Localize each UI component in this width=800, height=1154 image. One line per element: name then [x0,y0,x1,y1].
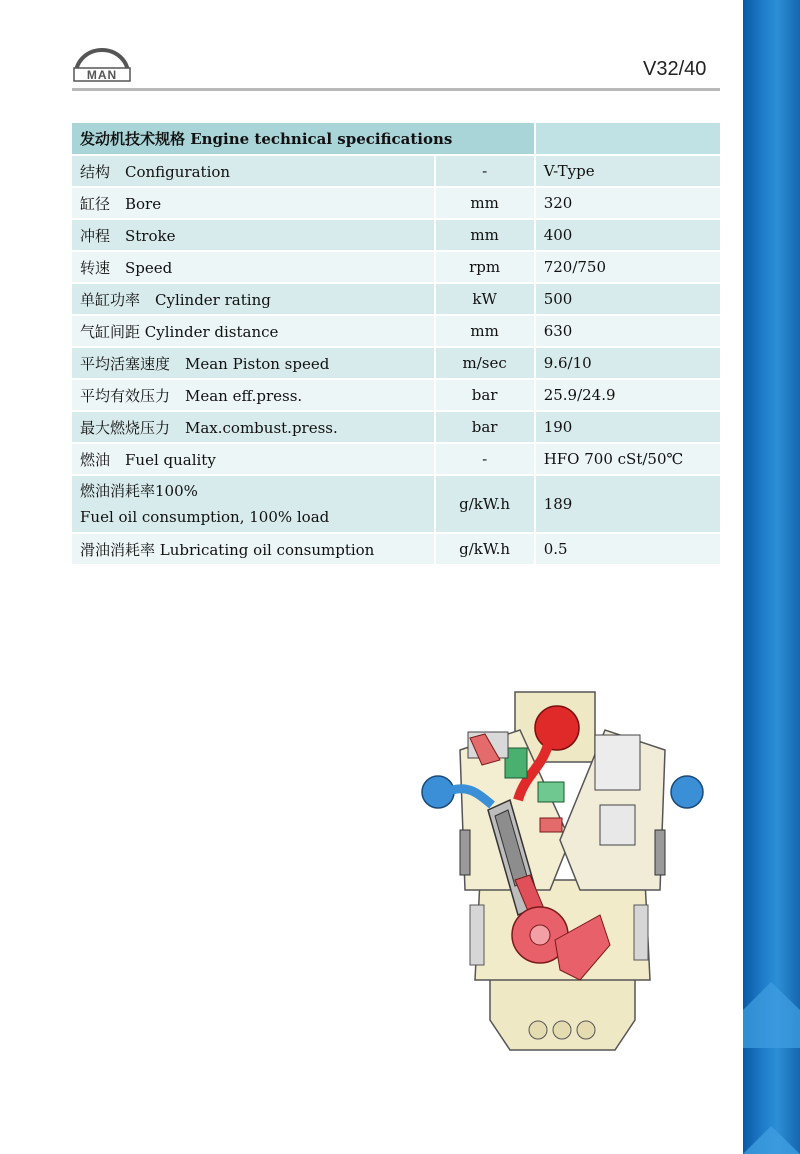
row-unit: bar [436,380,536,412]
row-unit: - [436,156,536,188]
sidebar-chevron-upper [743,978,800,1048]
table-row [72,156,722,188]
row-param: 平均活塞速度 Mean Piston speed [72,348,436,380]
row-param: 燃油 Fuel quality [72,444,436,476]
row-param: 平均有效压力 Mean eff.press. [72,380,436,412]
row-value: 25.9/24.9 [536,380,722,412]
row-value: 320 [536,188,722,220]
model-code: V32/40 [643,58,707,80]
table-row [72,348,722,380]
svg-text:MAN: MAN [86,68,118,82]
row-value: 500 [536,284,722,316]
row-param: 单缸功率 Cylinder rating [72,284,436,316]
row-param: 缸径 Bore [72,188,436,220]
table-header-row [72,123,722,156]
table-row [72,476,722,534]
row-unit: - [436,444,536,476]
table-row [72,412,722,444]
row-unit: kW [436,284,536,316]
row-param-line-2: Fuel oil consumption, 100% load [80,508,330,526]
row-value: 9.6/10 [536,348,722,380]
row-value: 630 [536,316,722,348]
engine-cross-section-image [420,690,705,1055]
row-value: 0.5 [536,534,722,566]
table-row [72,188,722,220]
row-value: 400 [536,220,722,252]
row-unit: mm [436,220,536,252]
row-unit: g/kW.h [436,534,536,566]
row-unit: mm [436,316,536,348]
row-value: 190 [536,412,722,444]
row-value: HFO 700 cSt/50℃ [536,444,722,476]
table-row [72,380,722,412]
row-param: 冲程 Stroke [72,220,436,252]
table-row [72,284,722,316]
row-param-line-1: 燃油消耗率100% [80,482,198,500]
table-row [72,316,722,348]
row-unit: bar [436,412,536,444]
row-param: 滑油消耗率 Lubricating oil consumption [72,534,436,566]
table-title: 发动机技术规格 Engine technical specifications [72,123,536,156]
row-value: V-Type [536,156,722,188]
row-param: 最大燃烧压力 Max.combust.press. [72,412,436,444]
header-divider [72,88,720,91]
table-row [72,252,722,284]
row-value: 189 [536,476,722,534]
row-value: 720/750 [536,252,722,284]
table-row [72,220,722,252]
row-param: 结构 Configuration [72,156,436,188]
man-logo [72,48,132,84]
row-param: 转速 Speed [72,252,436,284]
row-unit: g/kW.h [436,476,536,534]
row-unit: rpm [436,252,536,284]
table-row [72,534,722,566]
row-param [72,476,436,534]
row-param: 气缸间距 Cylinder distance [72,316,436,348]
sidebar-chevron-lower [743,1122,800,1154]
row-unit: mm [436,188,536,220]
table-row [72,444,722,476]
row-unit: m/sec [436,348,536,380]
table-header-blank [536,123,722,156]
spec-table [72,123,722,566]
